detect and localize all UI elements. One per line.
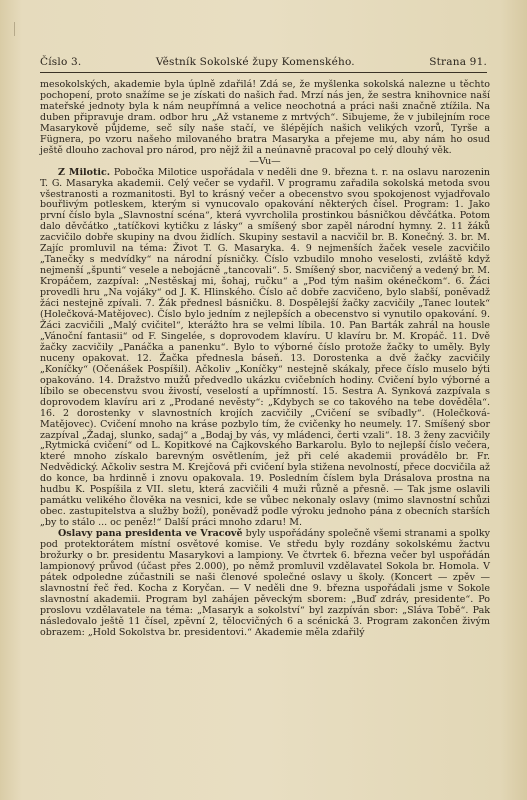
paragraph-continuation: mesokolských, akademie byla úplně zdařilá! Zdá se, že myšlenka sokolská nalezne u těchto pochopení, proto snažíme se je získati do našich řad. Mrzí nás jen, že sestra knihovnice naší mateřské jednoty byla k nám neupřímná a velice neochotná a práci naši značně ztížila. Na duben připravuje dram. odbor hru „Až vstaneme z mrtvých“. Sibujeme, že v jubilejním roce Masarykově půjdeme, seč síly naše stačí, ve šlépějích našich velikých vzorů, Tyrše a Fügnera, po vzoru našeho milovaného bratra Masaryka a přejeme mu, aby nám ho osud ještě dlouho zachoval pro národ, pro nějž žil a neúnavně pracoval po celý dlouhý věk. xyxy=(40,79,490,156)
paragraph-milotice-text: Pobočka Milotice uspořádala v neděli dne 9. března t. r. na oslavu narozenin T. G. Masaryka akademii. Celý večer se vydařil. V programu zařadila sokolská metoda svou všestranosti a rozmanitosti. Byl to krásný večer a obecenstvo svou spokojenost vyjadřovalo bouřlivým potleskem, kterým si vynucovalo opakování některých čísel. Program: 1. Jako první číslo byla „Slavnostní scéna“, která vyvrcholila prostinkou básničkou děvčátka. Potom dalo děvčátko „tatíčkovi kytičku z lásky“ a smíšený sbor zapěl národní hymny. 2. 11 žáků zacvičilo dobře skupiny na dvou židlích. Skupiny sestavil a nacvičil br. B. Konečný. 3. br. M. Zajíc promluvil na téma: Život T. G. Masaryka. 4. 9 nejmenších žaček vesele zacvičilo „Tanečky s medvídky“ na národní písničky. Číslo vzbudilo mnoho veselosti, zvláště když nejmenší „špunti“ vesele a nebojácně „tancovali“. 5. Smíšený sbor, nacvičený a vedený br. M. Kropáčem, zazpíval: „Nestěskaj mi, šohaj, ručku“ a „Pod tým našim okénečkom“. 6. Žáci provedli hru „Na vojáky“ od J. K. Hlinského. Číslo ač dobře zacvičeno, bylo slabší, poněvadž žáci nestejně zpívali. 7. Žák přednesl básničku. 8. Dospělejší žačky zacvičily „Tanec loutek“ (Holečková-Matějovec). Číslo bylo jedním z nejlepších a obecenstvo si vynutilo opakování. 9. Žáci zacvičili „Malý cvičitel“, kterážto hra se velmi líbila. 10. Pan Barták zahrál na housle „Vánoční fantasii“ od F. Singelée, s doprovodem klavíru. U klavíru br. M. Kropáč. 11. Dvě žačky zacvičily „Panáčka a panenku“. Bylo to výborné číslo protože žačky to uměly. Byly nuceny opakovat. 12. Žačka přednesla báseň. 13. Dorostenka a dvě žačky zacvičily „Koníčky“ (Očenášek Pospíšil). Ačkoliv „Koníčky“ nestejně skákaly, přece číslo muselo býti opakováno. 14. Dražstvo mužů předvedlo ukázku cvičebních hodiny. Cvičení bylo výborné a líbilo se obecenstvu svou živostí, veselostí a upřímností. 15. Sestra A. Synková zazpívala s doprovodem klavíru ari z „Prodané nevěsty“: „Kdybych se co takového na tebe dověděla“. 16. 2 dorostenky v slavnostních krojích zacvičily „Cvičení se svíbadly“. (Holečková-Matějovec). Cvičení mnoho na kráse pozbylo tím, že cvičenky ho neumely. 17. Smíšený sbor zazpíval „Žadaj, slunko, sadaj“ a „Bodaj by vás, vy mládenci, čerti vzali“. 18. 3 ženy zacvičily „Rytmická cvičení“ od L. Kopitkové na Čajkovského Barkarolu. Bylo to nejlepší číslo večera, které mnoho získalo barevným osvětlením, jež při celé akademii provádělo br. Fr. Nedvědický. Ačkoliv sestra M. Krejčová při cvičení byla stižena nevolností, přece docvičila až do konce, ba hrdinně i znovu opakovala. 19. Posledním číslem byla Drásalova prostna na hudbu K. Pospíšila z VII. sletu, která zacvičili 4 muži různě a přesně. — Tak jsme oslavili památku velikého člověka na vesnici, kde se vůbec nekonaly oslavy (mimo slavnostní schůzi obec. zastupitelstva a služby boží), poněvadž podle výroku jednoho pána z obecních starších „by to stálo ... oc peněz!“ Další práci mnoho zdaru! M. xyxy=(40,166,490,529)
paragraph-vracov-text: byly uspořádány společně všemi stranami a spolky pod protektorátem místní osvětové komise. Ve středu byly rozdány sokolskému žactvu brožurky o br. presidentu Masarykovi a lampiony. Ve čtvrtek 6. března večer byl uspořádán lampionový průvod (účast přes 2.000), po němž promluvil vzdělavatel Sokola br. Homola. V pátek odpoledne zúčastnili se naši členové společné oslavy u školy. (Koncert — zpěv — slavnostní řeč řed. Kocha z Koryčan. — V neděli dne 9. března uspořádali jsme v Sokole slavnostní akademii. Program byl zahájen pěveckým sborem: „Buď zdráv, presidente“. Po proslovu vzdělavatele na téma: „Masaryk a sokolství“ byl zazpíván sbor: „Sláva Tobě“. Pak následovalo ještě 11 čísel, zpěvní 2, tělocvičných 6 a scénická 3. Program zakončen živým obrazem: „Hold Sokolstva br. presidentovi.“ Akademie měla zdařilý xyxy=(40,528,490,638)
signature: —Vu— xyxy=(249,155,281,167)
page-number: Strana 91. xyxy=(429,56,487,68)
running-header xyxy=(40,56,487,68)
issue-number: Číslo 3. xyxy=(40,56,82,68)
paragraph-milotice xyxy=(40,168,490,529)
margin-mark xyxy=(14,22,15,36)
journal-title: Věstník Sokolské župy Komenského. xyxy=(155,56,355,68)
header-rule xyxy=(40,72,487,73)
section-title-milotice: Z Milotic. xyxy=(58,166,111,178)
article-body xyxy=(40,80,490,639)
section-title-vracov: Oslavy pana presidenta ve Vracově xyxy=(58,528,243,540)
paragraph-vracov xyxy=(40,529,490,639)
